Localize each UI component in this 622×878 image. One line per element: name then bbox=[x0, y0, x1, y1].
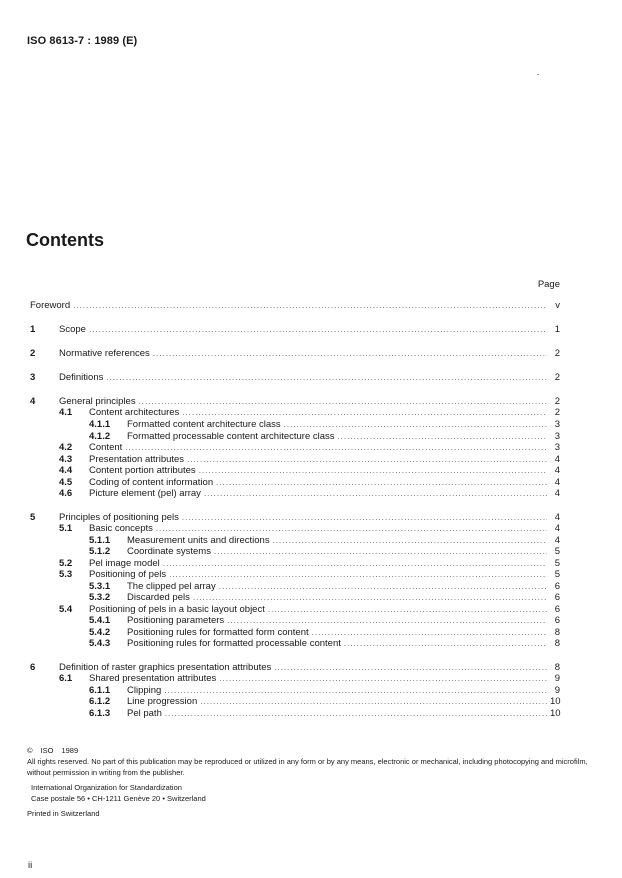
printed-in: Printed in Switzerland bbox=[27, 809, 100, 818]
dot-leader bbox=[200, 696, 547, 708]
toc-entry-title: Coding of content information bbox=[89, 477, 214, 488]
toc-entry-title: Clipping bbox=[127, 685, 162, 696]
toc-entry-title: Content bbox=[89, 442, 123, 453]
toc-entry-page: 4 bbox=[554, 512, 560, 523]
toc-entry-number: 5 bbox=[30, 512, 36, 523]
toc-entry-title: Presentation attributes bbox=[89, 454, 185, 465]
dot-leader bbox=[73, 300, 547, 312]
dot-leader bbox=[193, 592, 547, 604]
toc-entry-page: 4 bbox=[554, 535, 560, 546]
toc-entry-number: 5.3 bbox=[59, 569, 73, 580]
toc-entry-page: 9 bbox=[554, 673, 560, 684]
toc-entry-page: v bbox=[555, 300, 560, 311]
dot-leader bbox=[284, 419, 547, 431]
page-column-label: Page bbox=[537, 279, 560, 290]
toc-entry-title: Positioning parameters bbox=[127, 615, 225, 626]
toc-entry-number: 5.1.1 bbox=[89, 535, 111, 546]
toc-entry bbox=[30, 348, 560, 360]
publisher-organization: International Organization for Standardization bbox=[31, 783, 182, 792]
toc-entry-title: Scope bbox=[59, 324, 86, 335]
toc-entry-title: Principles of positioning pels bbox=[59, 512, 179, 523]
toc-entry-number: 4 bbox=[30, 396, 36, 407]
toc-entry bbox=[30, 708, 560, 720]
toc-entry-page: 8 bbox=[554, 627, 560, 638]
dot-leader bbox=[182, 407, 547, 419]
toc-entry bbox=[30, 419, 560, 431]
toc-entry-page: 1 bbox=[554, 324, 560, 335]
copyright-line bbox=[27, 745, 593, 756]
toc-entry-page: 4 bbox=[554, 465, 560, 476]
toc-entry-page: 8 bbox=[554, 638, 560, 649]
toc-entry-number: 4.5 bbox=[59, 477, 73, 488]
toc-entry-number: 5.4 bbox=[59, 604, 73, 615]
toc-entry-title: Positioning rules for formatted form content bbox=[127, 627, 309, 638]
toc-entry-title: Content architectures bbox=[89, 407, 180, 418]
toc-entry bbox=[30, 372, 560, 384]
toc-entry bbox=[30, 569, 560, 581]
toc-entry bbox=[30, 300, 560, 312]
toc-entry-title: Shared presentation attributes bbox=[89, 673, 217, 684]
toc-entry-page: 10 bbox=[550, 708, 561, 719]
toc-entry-title: Formatted content architecture class bbox=[127, 419, 281, 430]
toc-entry-number: 3 bbox=[30, 372, 36, 383]
toc-entry-number: 4.1.1 bbox=[89, 419, 111, 430]
toc-entry-number: 1 bbox=[30, 324, 36, 335]
toc-entry-number: 4.3 bbox=[59, 454, 73, 465]
publisher-address: Case postale 56 • CH-1211 Genève 20 • Switzerland bbox=[31, 794, 206, 803]
toc-entry-number: 6.1.3 bbox=[89, 708, 111, 719]
toc-entry-title: Positioning rules for formatted processable content bbox=[127, 638, 341, 649]
toc-entry-page: 4 bbox=[554, 523, 560, 534]
toc-entry-number: 2 bbox=[30, 348, 36, 359]
toc-entry-page: 5 bbox=[554, 558, 560, 569]
toc-entry-number: 4.1 bbox=[59, 407, 73, 418]
toc-entry-title: Content portion attributes bbox=[89, 465, 196, 476]
toc-entry-page: 6 bbox=[554, 604, 560, 615]
toc-entry-page: 9 bbox=[554, 685, 560, 696]
toc-entry-number: 4.2 bbox=[59, 442, 73, 453]
dot-leader bbox=[165, 708, 547, 720]
toc-entry-number: 6.1.1 bbox=[89, 685, 111, 696]
toc-entry-page: 4 bbox=[554, 488, 560, 499]
toc-entry-page: 6 bbox=[554, 581, 560, 592]
toc-entry-title: Coordinate systems bbox=[127, 546, 211, 557]
toc-entry-number: 5.3.1 bbox=[89, 581, 111, 592]
toc-entry-title: Normative references bbox=[59, 348, 150, 359]
dot-leader bbox=[344, 638, 547, 650]
toc-entry bbox=[30, 488, 560, 500]
toc-entry-number: 5.1.2 bbox=[89, 546, 111, 557]
document-designation: ISO 8613-7 : 1989 (E) bbox=[27, 35, 138, 47]
toc-entry-page: 3 bbox=[554, 431, 560, 442]
dot-leader bbox=[219, 673, 547, 685]
rights-statement: All rights reserved. No part of this publication may be reproduced or utilized in any form or by any means, electronic or mechanical, including photocopying and microfilm, without permission in writing from the publisher. bbox=[27, 757, 588, 777]
toc-entry-page: 4 bbox=[554, 477, 560, 488]
toc-entry-page: 3 bbox=[554, 419, 560, 430]
toc-entry-page: 3 bbox=[554, 442, 560, 453]
toc-entry-title: Measurement units and directions bbox=[127, 535, 270, 546]
toc-entry-title: Definition of raster graphics presentation attributes bbox=[59, 662, 272, 673]
toc-entry-title: Foreword bbox=[30, 300, 71, 311]
dot-leader bbox=[169, 569, 547, 581]
toc-entry-title: Positioning of pels bbox=[89, 569, 167, 580]
toc-entry bbox=[30, 673, 560, 685]
toc-entry bbox=[30, 696, 560, 708]
toc-entry-number: 6 bbox=[30, 662, 36, 673]
dot-leader bbox=[204, 488, 547, 500]
copyright-symbol: © bbox=[27, 746, 33, 755]
dot-leader bbox=[156, 523, 547, 535]
toc-entry-number: 5.4.2 bbox=[89, 627, 111, 638]
toc-entry-page: 2 bbox=[554, 407, 560, 418]
copyright-holder: ISO bbox=[40, 746, 54, 755]
dot-leader bbox=[106, 372, 547, 384]
toc-entry-number: 6.1 bbox=[59, 673, 73, 684]
toc-entry-page: 5 bbox=[554, 569, 560, 580]
toc-entry-number: 5.3.2 bbox=[89, 592, 111, 603]
page-number: ii bbox=[28, 860, 33, 871]
copyright-notice bbox=[27, 745, 593, 819]
toc-entry bbox=[30, 523, 560, 535]
toc-entry-page: 2 bbox=[554, 396, 560, 407]
toc-entry-page: 4 bbox=[554, 454, 560, 465]
toc-entry bbox=[30, 465, 560, 477]
toc-entry-title: Discarded pels bbox=[127, 592, 190, 603]
toc-entry-title: Definitions bbox=[59, 372, 104, 383]
toc-entry-title: Pel path bbox=[127, 708, 162, 719]
toc-entry-page: 6 bbox=[554, 592, 560, 603]
toc-entry bbox=[30, 407, 560, 419]
scan-speck bbox=[537, 74, 539, 75]
toc-entry-title: Pel image model bbox=[89, 558, 160, 569]
toc-entry-number: 4.6 bbox=[59, 488, 73, 499]
dot-leader bbox=[125, 442, 547, 454]
toc-entry-page: 2 bbox=[554, 372, 560, 383]
toc-entry-page: 10 bbox=[550, 696, 561, 707]
toc-entry-title: Positioning of pels in a basic layout object bbox=[89, 604, 265, 615]
dot-leader bbox=[214, 546, 547, 558]
toc-entry-title: The clipped pel array bbox=[127, 581, 216, 592]
dot-leader bbox=[153, 348, 547, 360]
toc-entry-title: Basic concepts bbox=[89, 523, 153, 534]
toc-entry-title: Formatted processable content architecture class bbox=[127, 431, 335, 442]
toc-entry bbox=[30, 442, 560, 454]
toc-entry bbox=[30, 592, 560, 604]
copyright-year: 1989 bbox=[61, 746, 79, 755]
toc-entry-page: 5 bbox=[554, 546, 560, 557]
toc-entry-number: 5.2 bbox=[59, 558, 73, 569]
toc-entry-page: 6 bbox=[554, 615, 560, 626]
toc-entry-number: 5.4.3 bbox=[89, 638, 111, 649]
toc-entry bbox=[30, 324, 560, 336]
toc-entry-number: 4.1.2 bbox=[89, 431, 111, 442]
toc-entry-title: Line progression bbox=[127, 696, 198, 707]
toc-entry-number: 4.4 bbox=[59, 465, 73, 476]
toc-entry-number: 5.1 bbox=[59, 523, 73, 534]
toc-entry bbox=[30, 615, 560, 627]
toc-entry-page: 8 bbox=[554, 662, 560, 673]
dot-leader bbox=[199, 465, 547, 477]
toc-entry-page: 2 bbox=[554, 348, 560, 359]
toc-entry bbox=[30, 638, 560, 650]
toc-entry-number: 5.4.1 bbox=[89, 615, 111, 626]
toc-entry-number: 6.1.2 bbox=[89, 696, 111, 707]
contents-heading: Contents bbox=[26, 230, 104, 250]
dot-leader bbox=[227, 615, 547, 627]
dot-leader bbox=[89, 324, 547, 336]
toc-entry-title: Picture element (pel) array bbox=[89, 488, 201, 499]
toc-entry bbox=[30, 546, 560, 558]
toc-entry-title: General principles bbox=[59, 396, 136, 407]
